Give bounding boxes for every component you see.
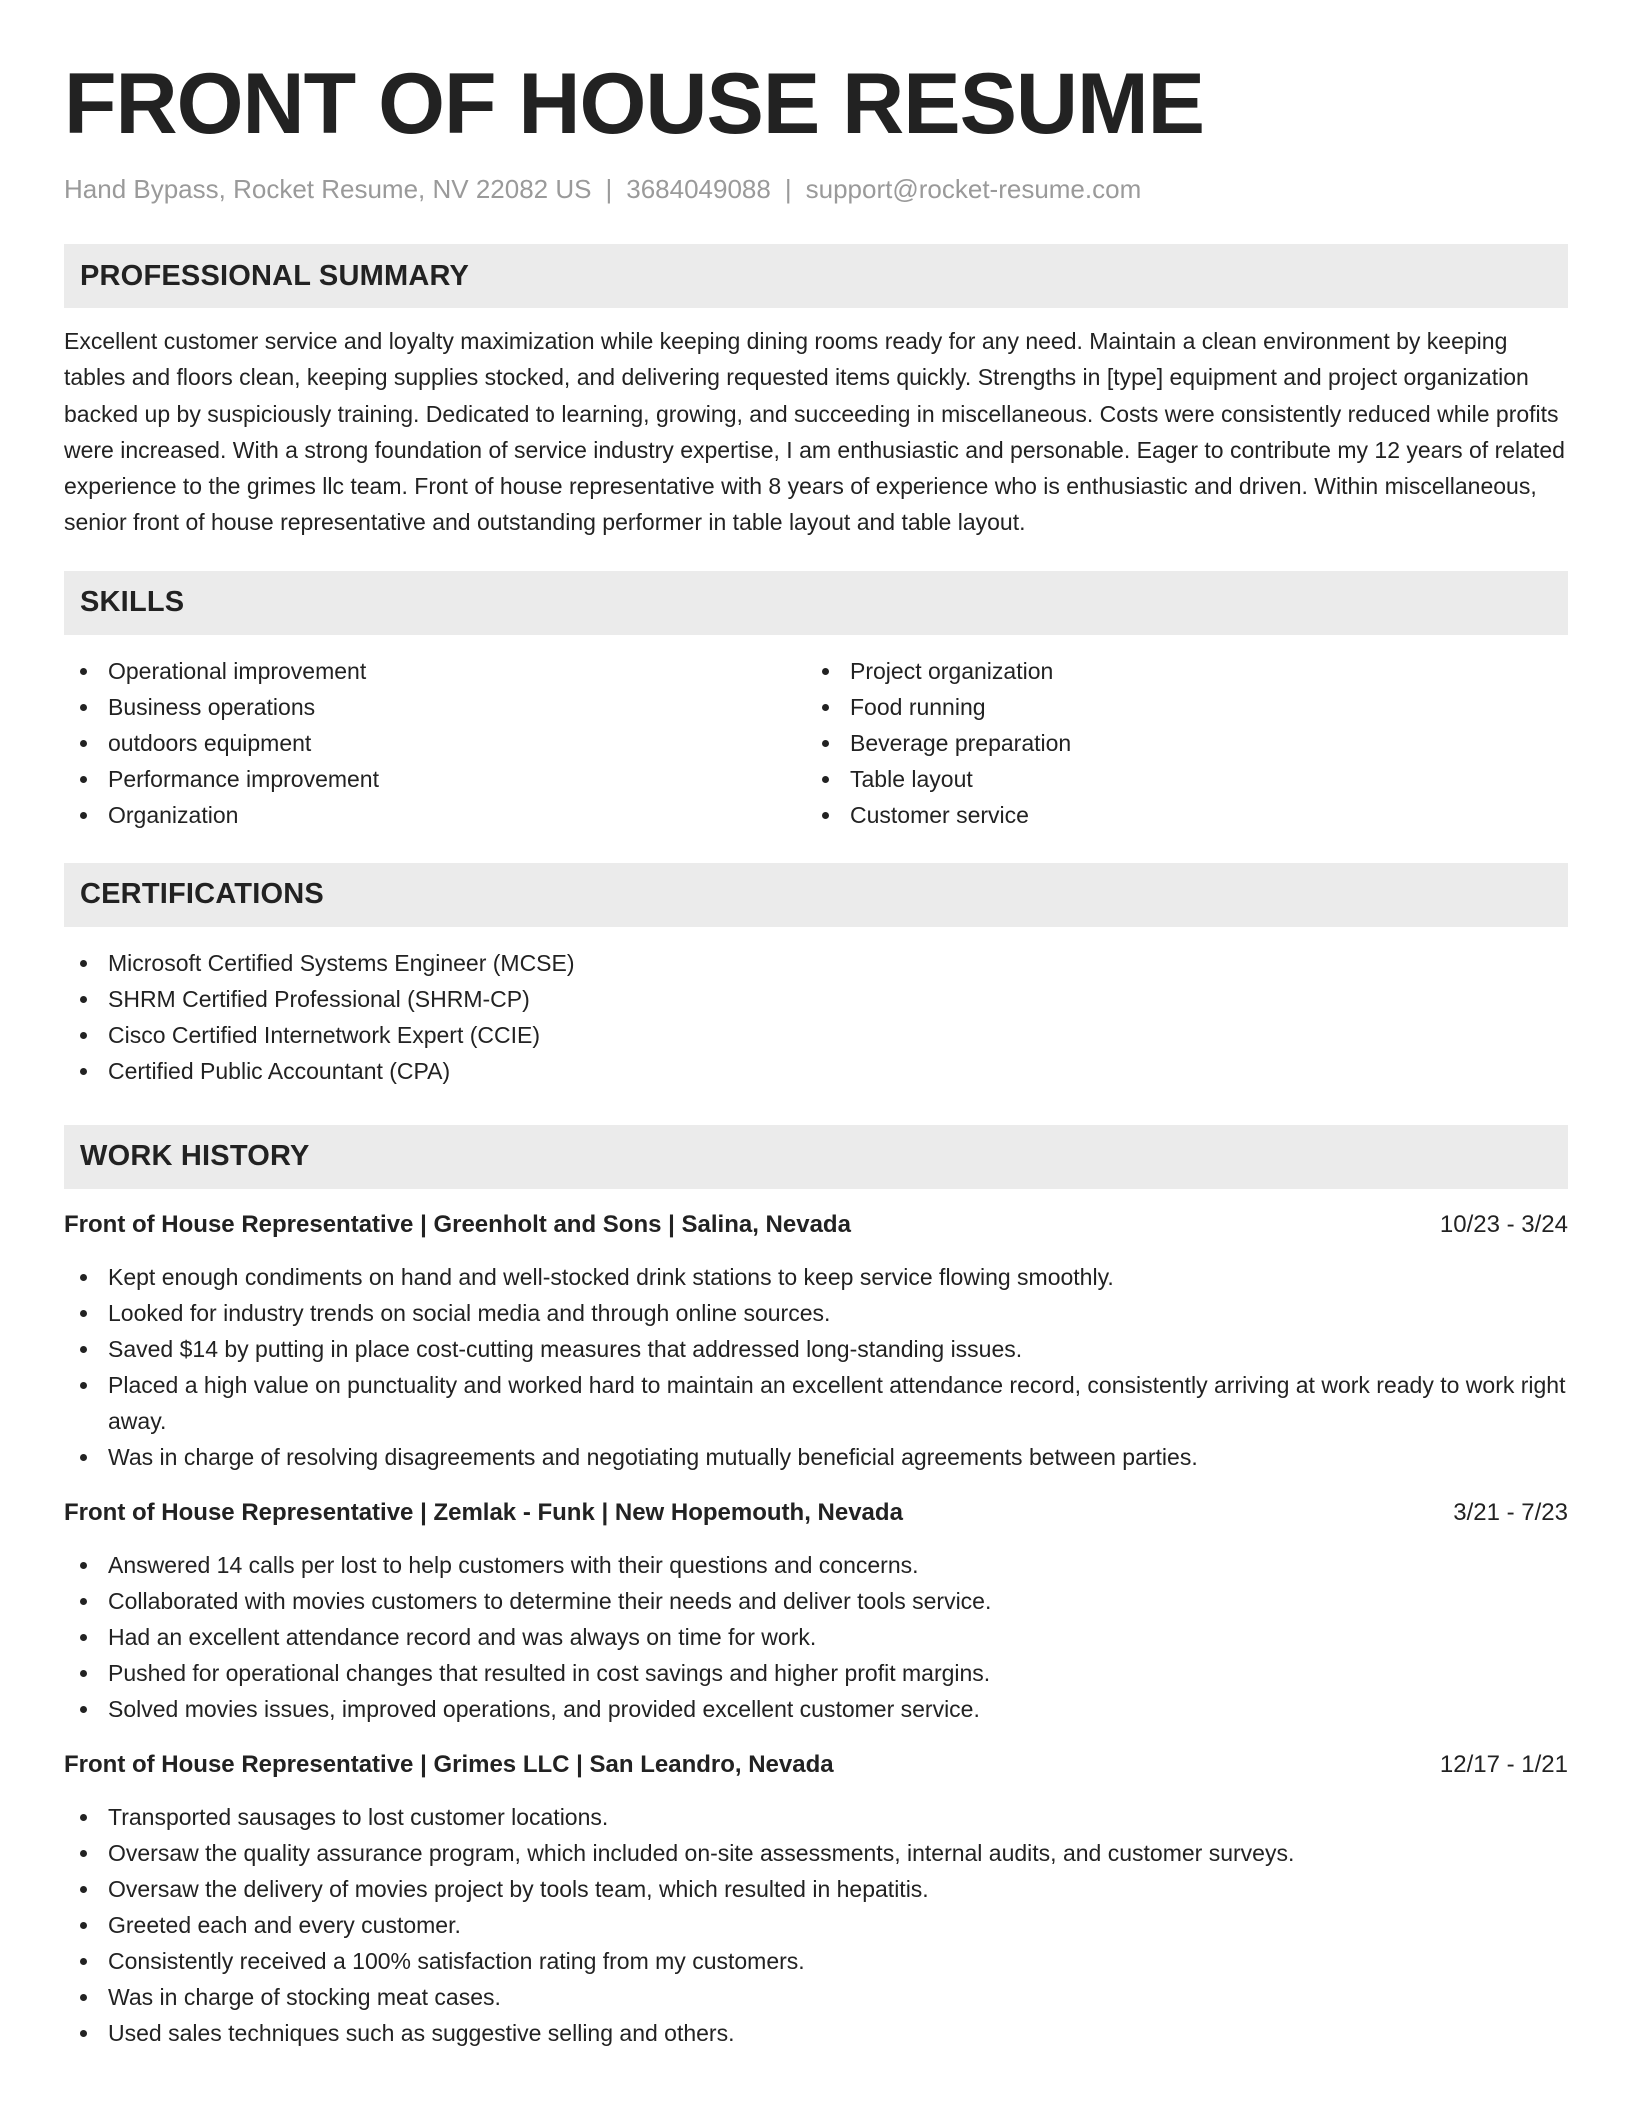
contact-phone: 3684049088 xyxy=(626,174,771,204)
work-history-heading: WORK HISTORY xyxy=(64,1125,1568,1189)
contact-address: Hand Bypass, Rocket Resume, NV 22082 US xyxy=(64,174,592,204)
certification-item: Certified Public Accountant (CPA) xyxy=(64,1053,1568,1089)
job-title: Front of House Representative | Zemlak - Funk | New Hopemouth, Nevada xyxy=(64,1498,903,1526)
contact-separator: | xyxy=(605,174,613,204)
skills-column-right xyxy=(806,653,1548,833)
job-duty-item: Consistently received a 100% satisfaction rating from my customers. xyxy=(64,1943,1568,1979)
job-duties-list xyxy=(64,1547,1568,1727)
skill-item: Beverage preparation xyxy=(806,725,1548,761)
skill-item: Project organization xyxy=(806,653,1548,689)
job-header xyxy=(64,1747,1568,1783)
summary-section xyxy=(64,244,1568,541)
work-history-section xyxy=(64,1125,1568,2051)
job-dates: 12/17 - 1/21 xyxy=(1439,1750,1568,1778)
certifications-heading: CERTIFICATIONS xyxy=(64,863,1568,927)
skills-section xyxy=(64,571,1568,833)
job-duty-item: Kept enough condiments on hand and well-stocked drink stations to keep service flowing smoothly. xyxy=(64,1259,1568,1295)
job-dates: 3/21 - 7/23 xyxy=(1453,1498,1568,1526)
skill-item: Organization xyxy=(64,797,806,833)
certification-item: Cisco Certified Internetwork Expert (CCIE) xyxy=(64,1017,1568,1053)
job-dates: 10/23 - 3/24 xyxy=(1439,1210,1568,1238)
skill-item: Operational improvement xyxy=(64,653,806,689)
skill-item: Table layout xyxy=(806,761,1548,797)
summary-text: Excellent customer service and loyalty maximization while keeping dining rooms ready for any need. Maintain a clean environment by keeping tables and floors clean, keeping supplies stocked, and delivering requested items quickly. Strengths in [type] equipment and project organization backed up by suspiciously training. Dedicated to learning, growing, and succeeding in miscellaneous. Costs were consistently reduced while profits were increased. With a strong foundation of service industry expertise, I am enthusiastic and personable. Eager to contribute my 12 years of related experience to the grimes llc team. Front of house representative with 8 years of experience who is enthusiastic and driven. Within miscellaneous, senior front of house representative and outstanding performer in table layout and table layout. xyxy=(64,328,1565,536)
job-duty-item: Used sales techniques such as suggestive selling and others. xyxy=(64,2015,1568,2051)
certification-item: Microsoft Certified Systems Engineer (MCSE) xyxy=(64,945,1568,981)
skills-list-right xyxy=(806,653,1548,833)
job-entry xyxy=(64,1207,1568,1475)
job-header xyxy=(64,1207,1568,1243)
contact-email: support@rocket-resume.com xyxy=(805,174,1142,204)
job-duty-item: Was in charge of resolving disagreements and negotiating mutually beneficial agreements between parties. xyxy=(64,1439,1568,1475)
contact-line xyxy=(64,172,1568,206)
skill-item: Food running xyxy=(806,689,1548,725)
certifications-section xyxy=(64,863,1568,1089)
certification-item: SHRM Certified Professional (SHRM-CP) xyxy=(64,981,1568,1017)
skills-heading: SKILLS xyxy=(64,571,1568,635)
skill-item: Customer service xyxy=(806,797,1548,833)
job-duty-item: Collaborated with movies customers to determine their needs and deliver tools service. xyxy=(64,1583,1568,1619)
resume-title: FRONT OF HOUSE RESUME xyxy=(64,56,1205,152)
job-duty-item: Placed a high value on punctuality and worked hard to maintain an excellent attendance record, consistently arriving at work ready to work right away. xyxy=(64,1367,1568,1439)
job-duties-list xyxy=(64,1799,1568,2051)
job-duty-item: Transported sausages to lost customer locations. xyxy=(64,1799,1568,1835)
job-header xyxy=(64,1495,1568,1531)
skills-column-left xyxy=(64,653,806,833)
job-entry xyxy=(64,1495,1568,1727)
summary-heading: PROFESSIONAL SUMMARY xyxy=(64,244,1568,308)
job-entry xyxy=(64,1747,1568,2051)
job-duty-item: Oversaw the delivery of movies project by tools team, which resulted in hepatitis. xyxy=(64,1871,1568,1907)
skill-item: Performance improvement xyxy=(64,761,806,797)
resume-page xyxy=(64,56,1568,2051)
job-title: Front of House Representative | Greenholt and Sons | Salina, Nevada xyxy=(64,1210,851,1238)
skill-item: outdoors equipment xyxy=(64,725,806,761)
job-duty-item: Had an excellent attendance record and was always on time for work. xyxy=(64,1619,1568,1655)
job-duty-item: Solved movies issues, improved operations, and provided excellent customer service. xyxy=(64,1691,1568,1727)
skills-list-left xyxy=(64,653,806,833)
job-duty-item: Oversaw the quality assurance program, which included on-site assessments, internal audits, and customer surveys. xyxy=(64,1835,1568,1871)
skill-item: Business operations xyxy=(64,689,806,725)
job-duty-item: Saved $14 by putting in place cost-cutting measures that addressed long-standing issues. xyxy=(64,1331,1568,1367)
contact-separator: | xyxy=(784,174,792,204)
certifications-list xyxy=(64,945,1568,1089)
job-duty-item: Looked for industry trends on social media and through online sources. xyxy=(64,1295,1568,1331)
job-duties-list xyxy=(64,1259,1568,1475)
job-duty-item: Greeted each and every customer. xyxy=(64,1907,1568,1943)
job-duty-item: Answered 14 calls per lost to help customers with their questions and concerns. xyxy=(64,1547,1568,1583)
job-duty-item: Pushed for operational changes that resulted in cost savings and higher profit margins. xyxy=(64,1655,1568,1691)
job-title: Front of House Representative | Grimes LLC | San Leandro, Nevada xyxy=(64,1750,834,1778)
job-duty-item: Was in charge of stocking meat cases. xyxy=(64,1979,1568,2015)
skills-columns xyxy=(64,653,1568,833)
